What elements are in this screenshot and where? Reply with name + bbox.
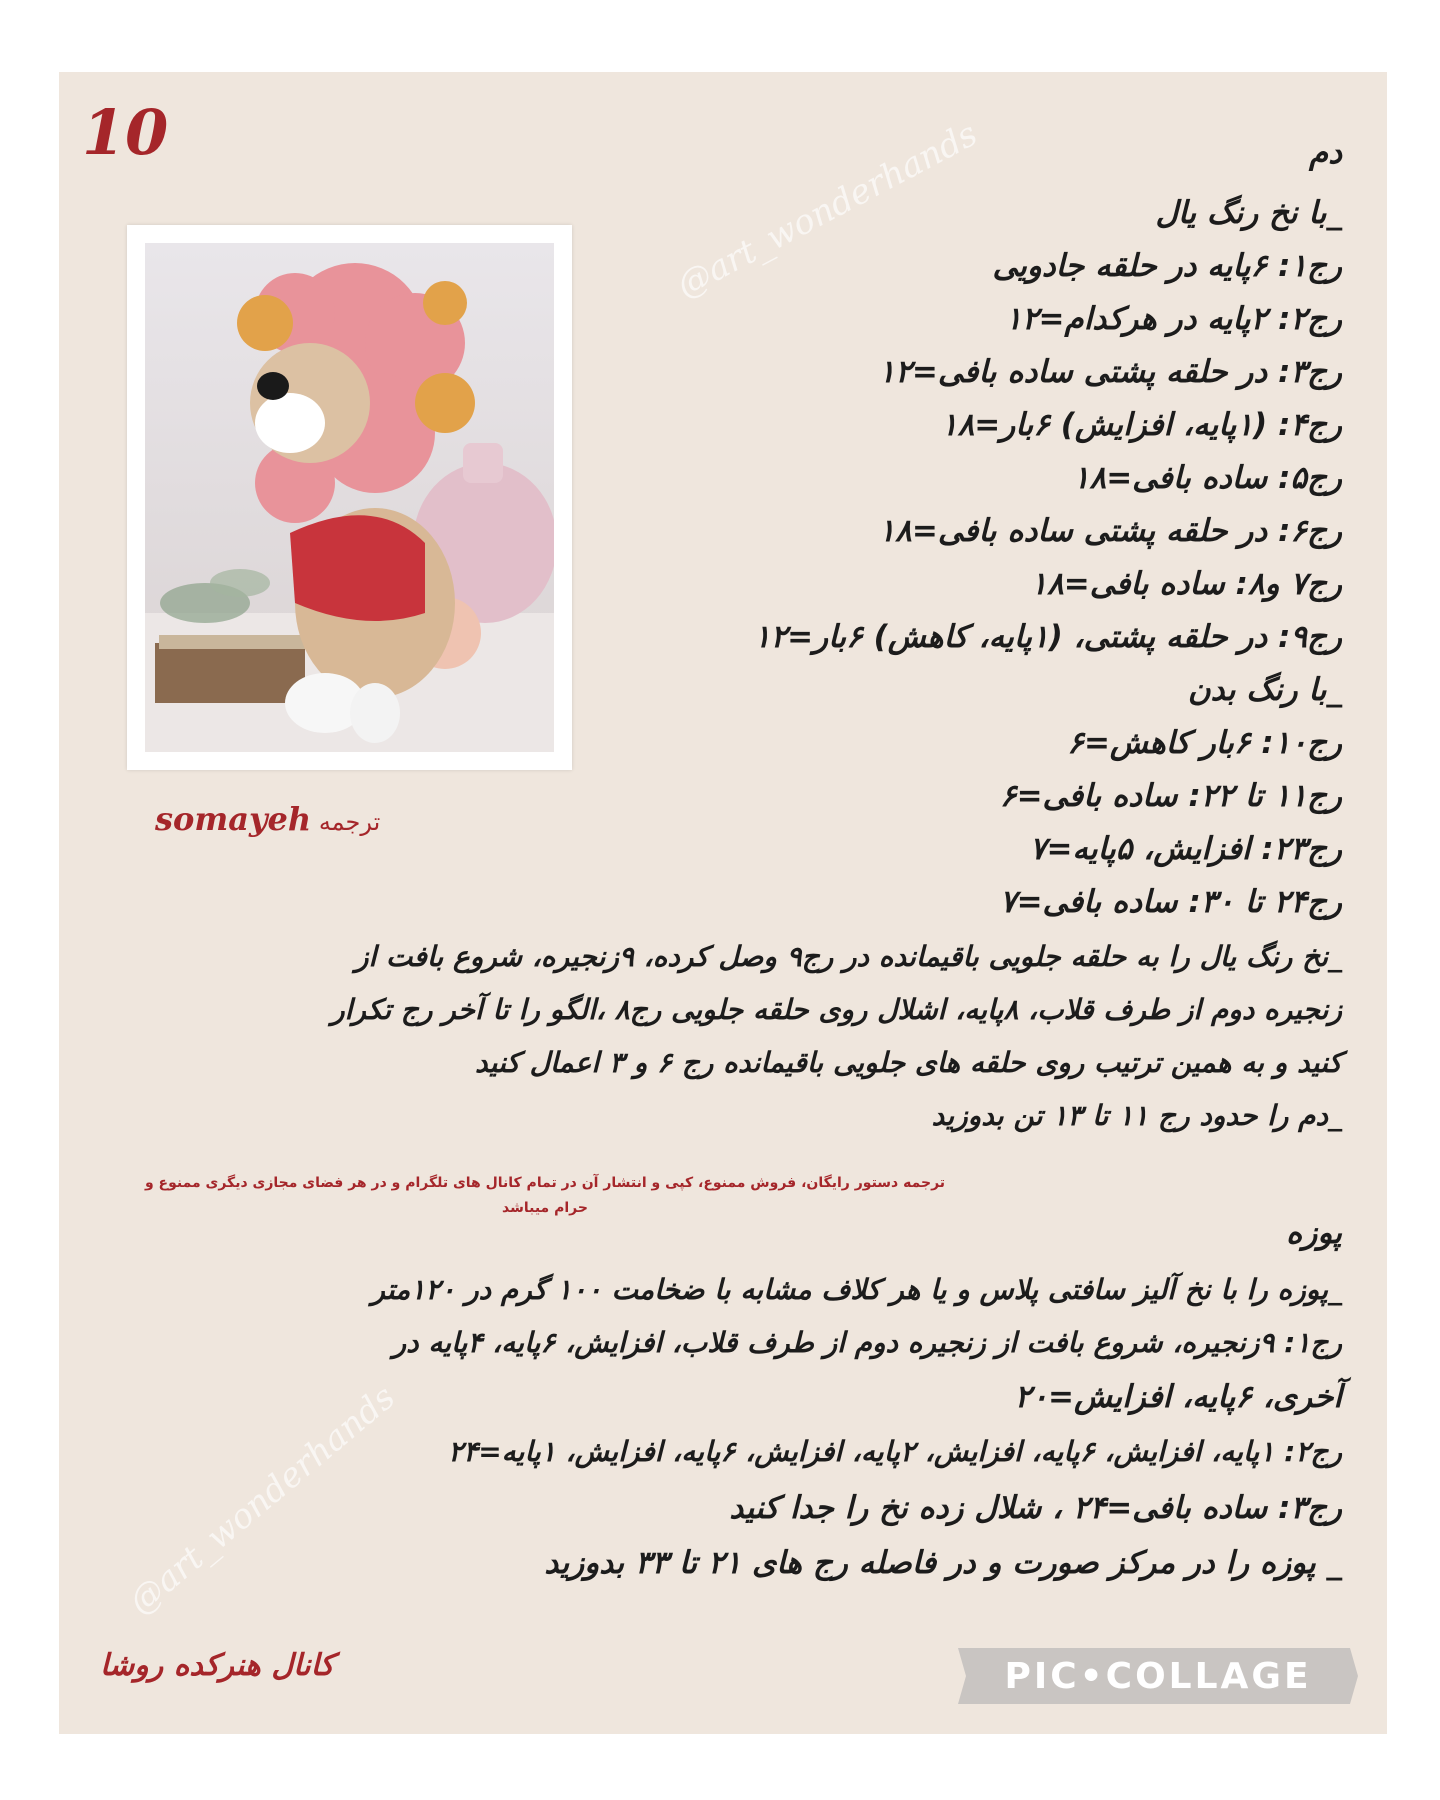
pic-collage-logo <box>958 1644 1358 1708</box>
page-number: 10 <box>82 96 169 169</box>
tail-line: رج۲: ۲پایه در هرکدام=۱۲ <box>1005 301 1342 337</box>
svg-text:PIC•COLLAGE: PIC•COLLAGE <box>1004 1656 1312 1697</box>
notice-line: ترجمه دستور رایگان، فروش ممنوع، کپی و انتشار آن در تمام کانال های تلگرام و در هر فضای مجازی دیگری ممنوع و <box>144 1175 946 1191</box>
copyright-notice <box>85 1171 1005 1221</box>
translator-credit <box>155 800 380 838</box>
translator-name: somayeh <box>155 800 312 838</box>
tail-line: رج۶: در حلقه پشتی ساده بافی=۱۸ <box>878 513 1342 549</box>
tail-line: _نخ رنگ یال را به حلقه جلویی باقیمانده در رج۹ وصل کرده، ۹زنجیره، شروع بافت از <box>355 940 1342 973</box>
muzzle-line: _پوزه را با نخ آلیز سافتی پلاس و یا هر کلاف مشابه با ضخامت ۱۰۰ گرم در ۱۲۰متر <box>371 1273 1342 1306</box>
tail-line: _با رنگ بدن <box>1187 672 1342 708</box>
muzzle-line: آخری، ۶پایه، افزایش=۲۰ <box>1014 1379 1342 1415</box>
tail-line: رج۱۱ تا ۲۲: ساده بافی=۶ <box>999 778 1342 814</box>
channel-name: کانال هنرکده روشا <box>100 1648 335 1683</box>
tail-line: رج۴: (۱پایه، افزایش) ۶بار=۱۸ <box>940 407 1342 443</box>
tail-title: دم <box>1309 135 1342 171</box>
lion-amigurumi-photo <box>145 243 554 752</box>
translator-label: ترجمه <box>318 808 381 836</box>
tail-line: رج۲۴ تا ۳۰: ساده بافی=۷ <box>999 884 1342 920</box>
watermark: @art_wonderhands <box>670 113 984 307</box>
muzzle-line: رج۲: ۱پایه، افزایش، ۶پایه، افزایش، ۲پایه، افزایش، ۶پایه، افزایش، ۱پایه=۲۴ <box>448 1435 1342 1468</box>
tail-line: رج۲۳: افزایش، ۵پایه=۷ <box>1029 831 1342 867</box>
tail-line: کنید و به همین ترتیب روی حلقه های جلویی باقیمانده رج ۶ و ۳ اعمال کنید <box>474 1046 1342 1079</box>
tail-line: رج۱۰: ۶بار کاهش=۶ <box>1067 725 1342 761</box>
tail-line: رج۳: در حلقه پشتی ساده بافی=۱۲ <box>878 354 1342 390</box>
tail-line: رج۱: ۶پایه در حلقه جادویی <box>992 248 1342 284</box>
notice-line: حرام میباشد <box>502 1200 588 1216</box>
muzzle-line: _ پوزه را در مرکز صورت و در فاصله رج های ۲۱ تا ۳۳ بدوزید <box>544 1545 1342 1581</box>
tail-line: _با نخ رنگ یال <box>1155 195 1342 231</box>
muzzle-line: رج۳: ساده بافی=۲۴ ، شلال زده نخ را جدا کنید <box>729 1490 1342 1526</box>
muzzle-line: رج۱: ۹زنجیره، شروع بافت از زنجیره دوم از طرف قلاب، افزایش، ۶پایه، ۴پایه در <box>392 1326 1342 1359</box>
photo-frame <box>127 225 572 770</box>
tail-line: زنجیره دوم از طرف قلاب، ۸پایه، اشلال روی حلقه جلویی رج۸ ،الگو را تا آخر رج تکرار <box>331 993 1342 1026</box>
muzzle-title: پوزه <box>1286 1215 1342 1251</box>
tail-line: _دم را حدود رج ۱۱ تا ۱۳ تن بدوزید <box>931 1099 1342 1132</box>
tail-line: رج۹: در حلقه پشتی، (۱پایه، کاهش) ۶بار=۱۲ <box>753 619 1342 655</box>
tail-line: رج۷ و۸: ساده بافی=۱۸ <box>1030 566 1342 602</box>
watermark: @art_wonderhands <box>121 1377 403 1623</box>
tail-line: رج۵: ساده بافی=۱۸ <box>1072 460 1342 496</box>
